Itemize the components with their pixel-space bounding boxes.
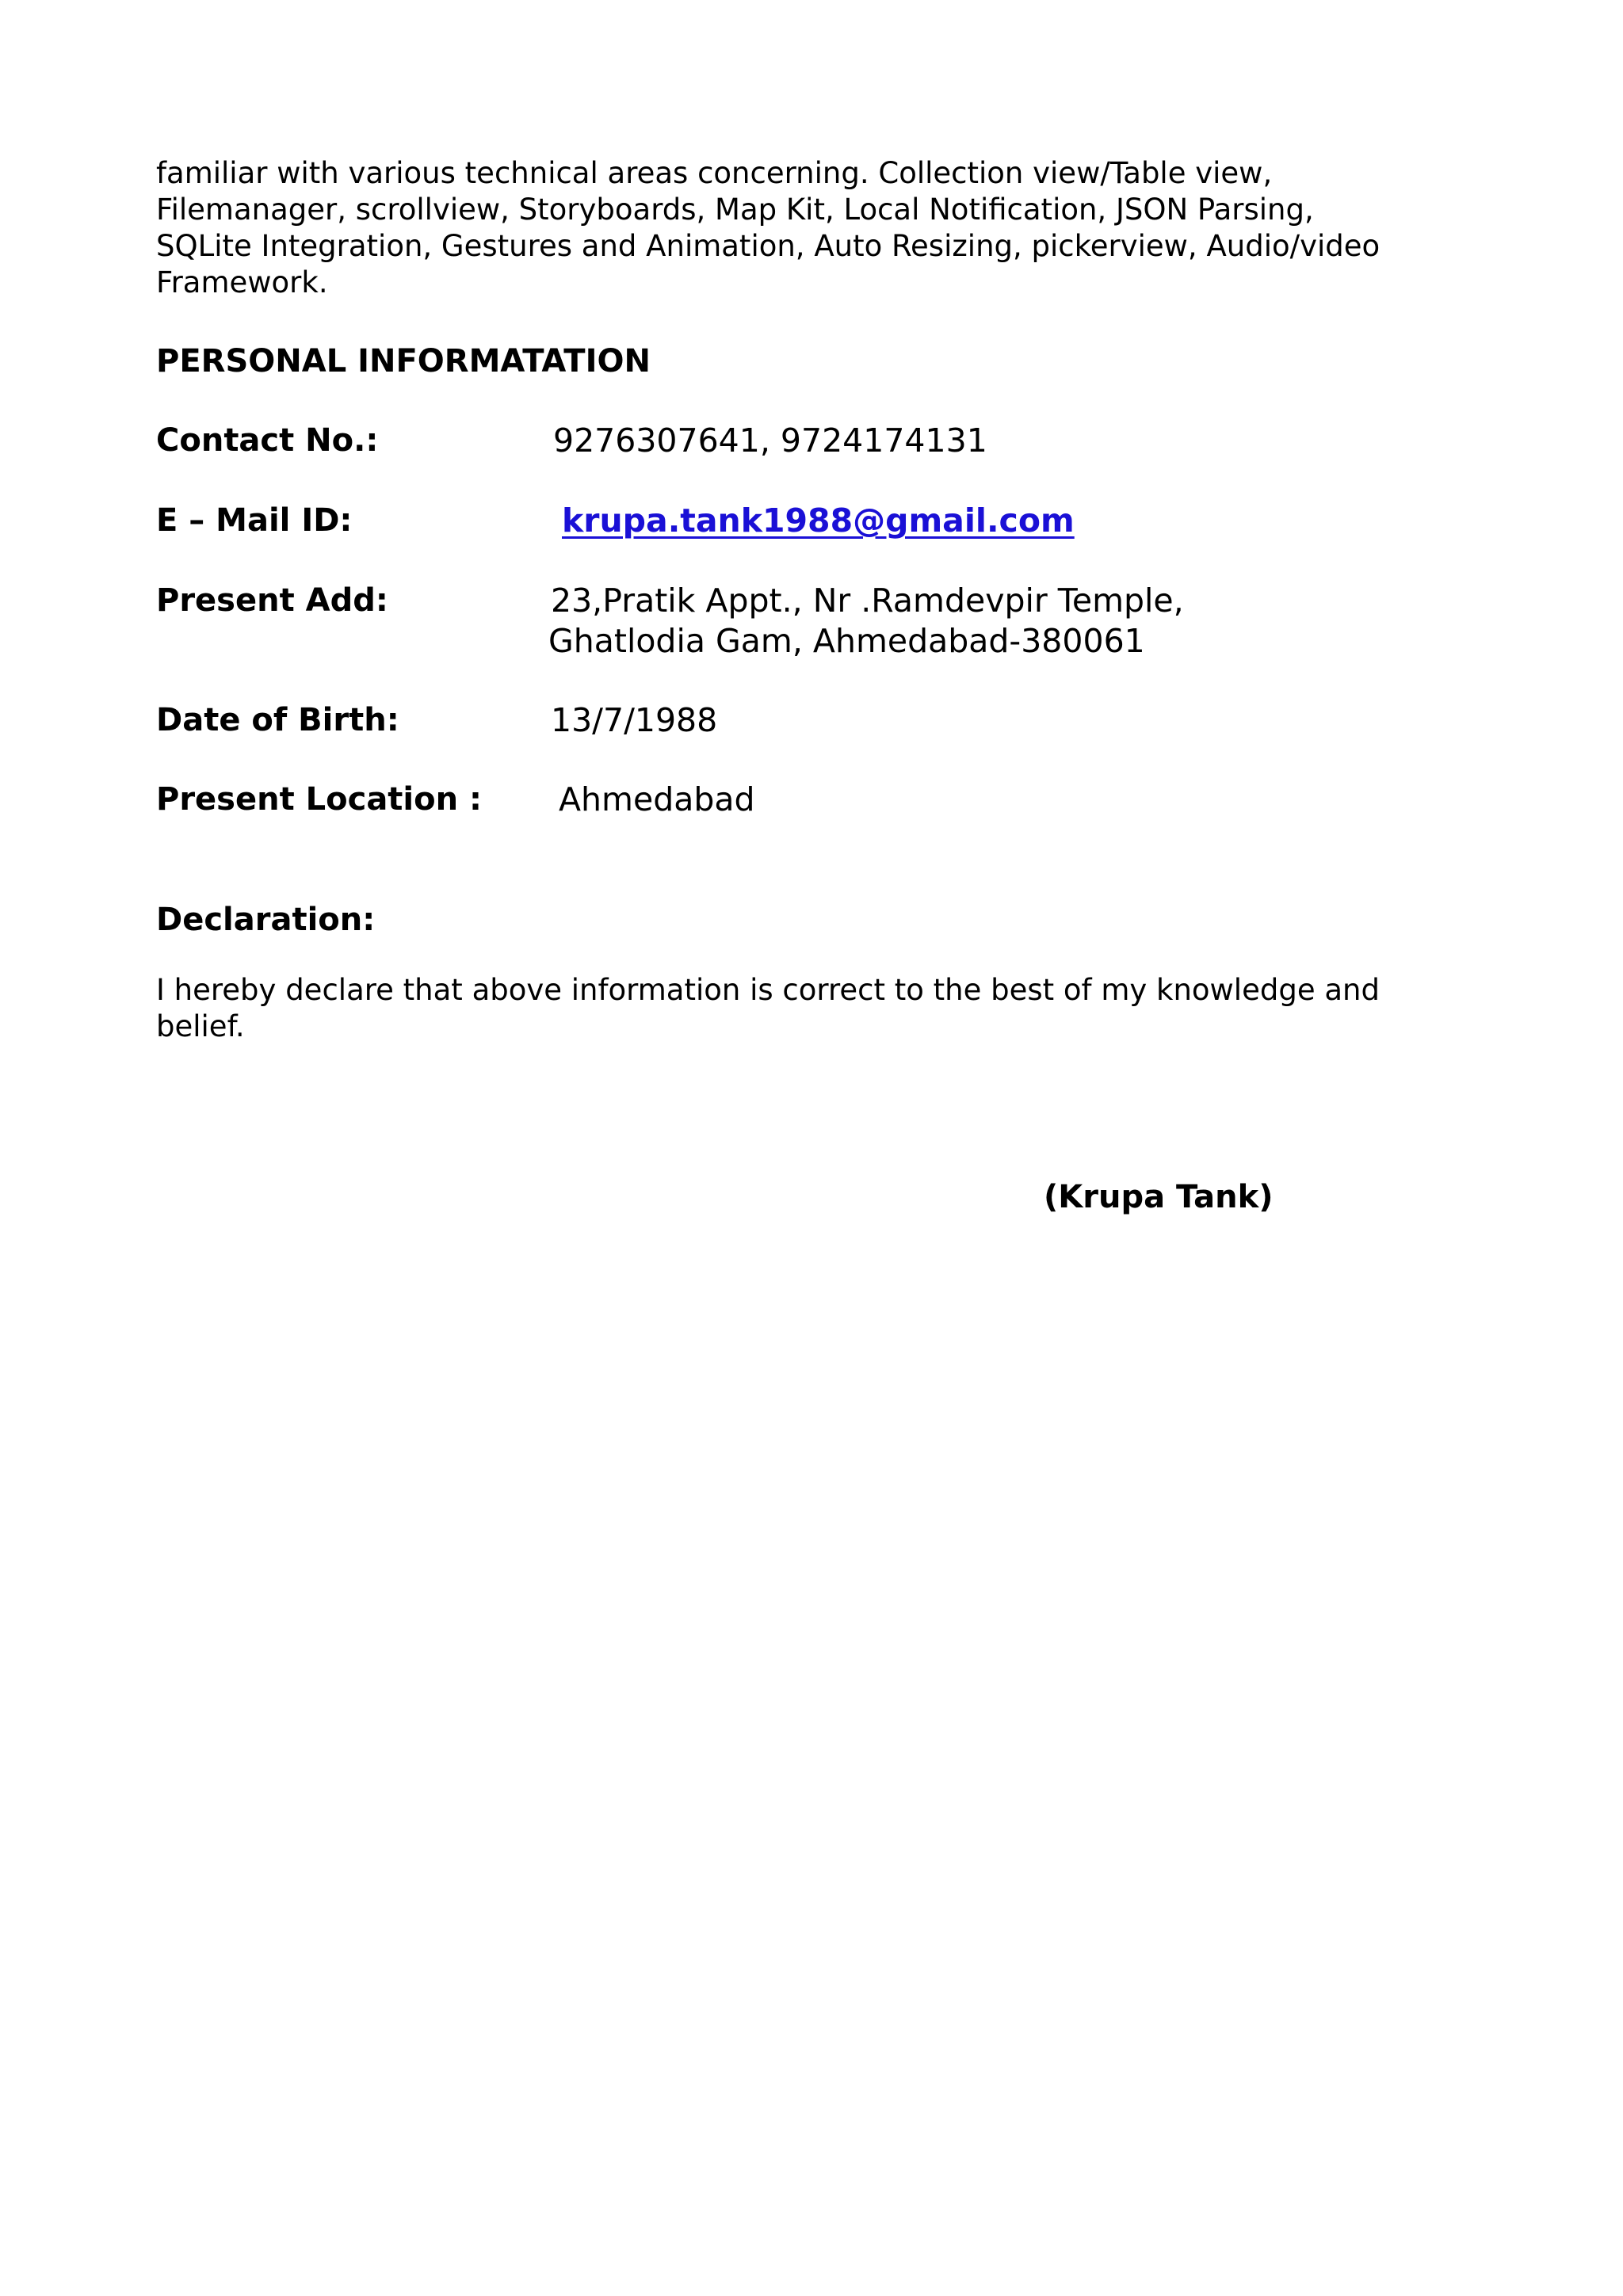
intro-line: Framework.	[156, 265, 328, 299]
declaration-paragraph	[156, 972, 1472, 1045]
intro-line: familiar with various technical areas concerning. Collection view/Table view,	[156, 156, 1273, 190]
contact-value: 9276307641, 9724174131	[553, 421, 987, 460]
declaration-line: I hereby declare that above information is correct to the best of my knowledge and	[156, 973, 1380, 1007]
email-label: E – Mail ID:	[156, 502, 353, 539]
personal-info-heading: PERSONAL INFORMATATION	[156, 343, 651, 379]
intro-line: SQLite Integration, Gestures and Animation, Auto Resizing, pickerview, Audio/video	[156, 229, 1381, 263]
email-link[interactable]: krupa.tank1988@gmail.com	[562, 502, 1075, 540]
location-label: Present Location :	[156, 781, 483, 818]
intro-paragraph	[156, 155, 1472, 301]
address-label: Present Add:	[156, 582, 388, 619]
address-line-2: Ghatlodia Gam, Ahmedabad-380061	[548, 622, 1145, 660]
contact-label: Contact No.:	[156, 422, 379, 459]
dob-label: Date of Birth:	[156, 702, 399, 738]
intro-line: Filemanager, scrollview, Storyboards, Map Kit, Local Notification, JSON Parsing,	[156, 193, 1314, 227]
address-line-1: 23,Pratik Appt., Nr .Ramdevpir Temple,	[551, 582, 1184, 620]
signature-name: (Krupa Tank)	[1044, 1179, 1274, 1215]
declaration-heading: Declaration:	[156, 902, 376, 938]
declaration-line: belief.	[156, 1009, 245, 1043]
location-value: Ahmedabad	[559, 780, 755, 818]
dob-value: 13/7/1988	[551, 701, 718, 739]
